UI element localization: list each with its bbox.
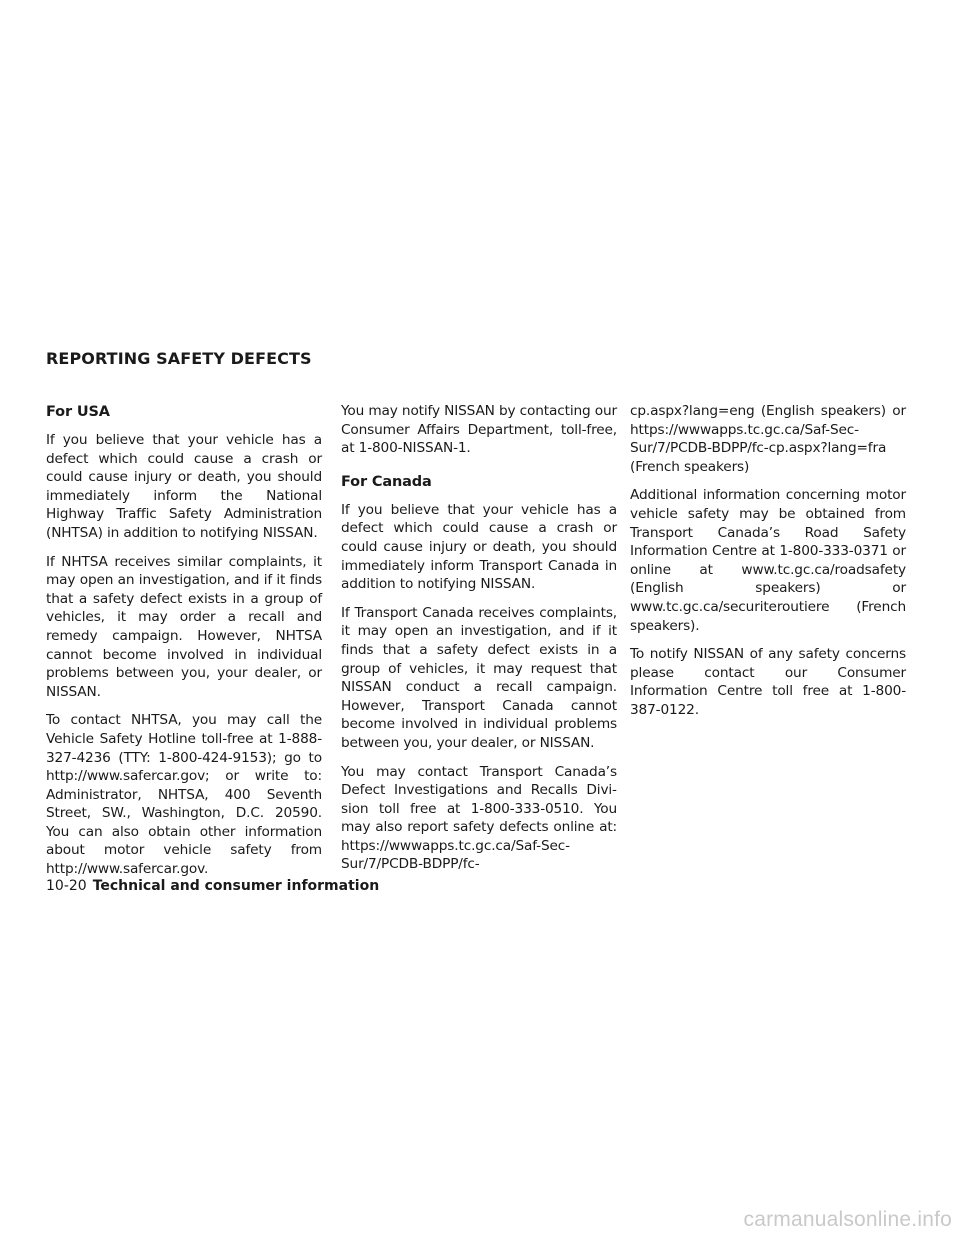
canada-paragraph-3-continued: cp.aspx?lang=eng (English speakers) or https://wwwapps.tc.gc.ca/Saf-Sec-Sur/7/PCDB-BDPP/fc-cp.aspx?lang=fra (French speakers) xyxy=(630,403,906,475)
page-number: 10-20 xyxy=(46,878,87,894)
heading-for-usa: For USA xyxy=(46,404,110,420)
watermark: carmanualsonline.info xyxy=(743,1208,952,1231)
usa-paragraph-3: To contact NHTSA, you may call the Vehicle Safety Hotline toll-free at 1-888-327-4236 (TTY: 1-800-424-9153); go to http://www.safercar.gov; or write to: Administrator, NHTSA, 400 Seventh Street, SW., Washington, D.C. 20590. You can also obtain other information about motor vehicle safety from http://www.safercar.gov. xyxy=(46,712,322,878)
column-1 xyxy=(46,402,322,889)
usa-paragraph-2: If NHTSA receives similar complaints, it may open an investigation, and if it finds that a safety defect exists in a group of vehicles, it may order a recall and remedy campaign. However, NHTSA cannot become involved in individual problems between you, your dealer, or NISSAN. xyxy=(46,553,322,700)
heading-for-canada: For Canada xyxy=(341,473,432,490)
column-3 xyxy=(630,402,906,730)
column-2 xyxy=(341,402,617,884)
usa-paragraph-4: You may notify NISSAN by contacting our Consumer Affairs Department, toll-free, at 1-800-NISSAN-1. xyxy=(341,403,617,457)
chapter-title: Technical and consumer information xyxy=(92,878,380,894)
canada-paragraph-2: If Transport Canada receives complaints, it may open an investigation, and if it finds that a safety defect exists in a group of vehicles, it may request that NISSAN conduct a recall campaign. However, Transport Canada cannot become involved in individual problems between you, your dealer, or NISSAN. xyxy=(341,604,617,751)
canada-paragraph-5: To notify NISSAN of any safety concerns please contact our Consumer Information Centre toll free at 1-800-387-0122. xyxy=(630,646,906,718)
canada-paragraph-3: You may contact Transport Canada’s Defect Investigations and Recalls Division toll free at 1-800-333-0510. You may also report safety defects online at: https://wwwapps.tc.gc.ca/Saf-Sec-Sur/7/PCDB-BDPP/fc- xyxy=(341,763,617,873)
page-footer xyxy=(46,876,379,896)
usa-paragraph-1: If you believe that your vehicle has a defect which could cause a crash or could cause injury or death, you should immediately inform the National Highway Traffic Safety Administration (NHTSA) in addition to notifying NISSAN. xyxy=(46,432,322,541)
section-title: REPORTING SAFETY DEFECTS xyxy=(46,349,312,368)
canada-paragraph-4: Additional information concerning motor vehicle safety may be obtained from Transport Canada’s Road Safety Information Centre at 1-800-333-0371 or online at www.tc.gc.ca/roadsafety (English speakers) or www.tc.gc.ca/securiteroutiere (French speakers). xyxy=(630,487,906,634)
canada-paragraph-1: If you believe that your vehicle has a defect which could cause a crash or could cause injury or death, you should immediately inform Transport Canada in addition to notifying NISSAN. xyxy=(341,501,617,593)
